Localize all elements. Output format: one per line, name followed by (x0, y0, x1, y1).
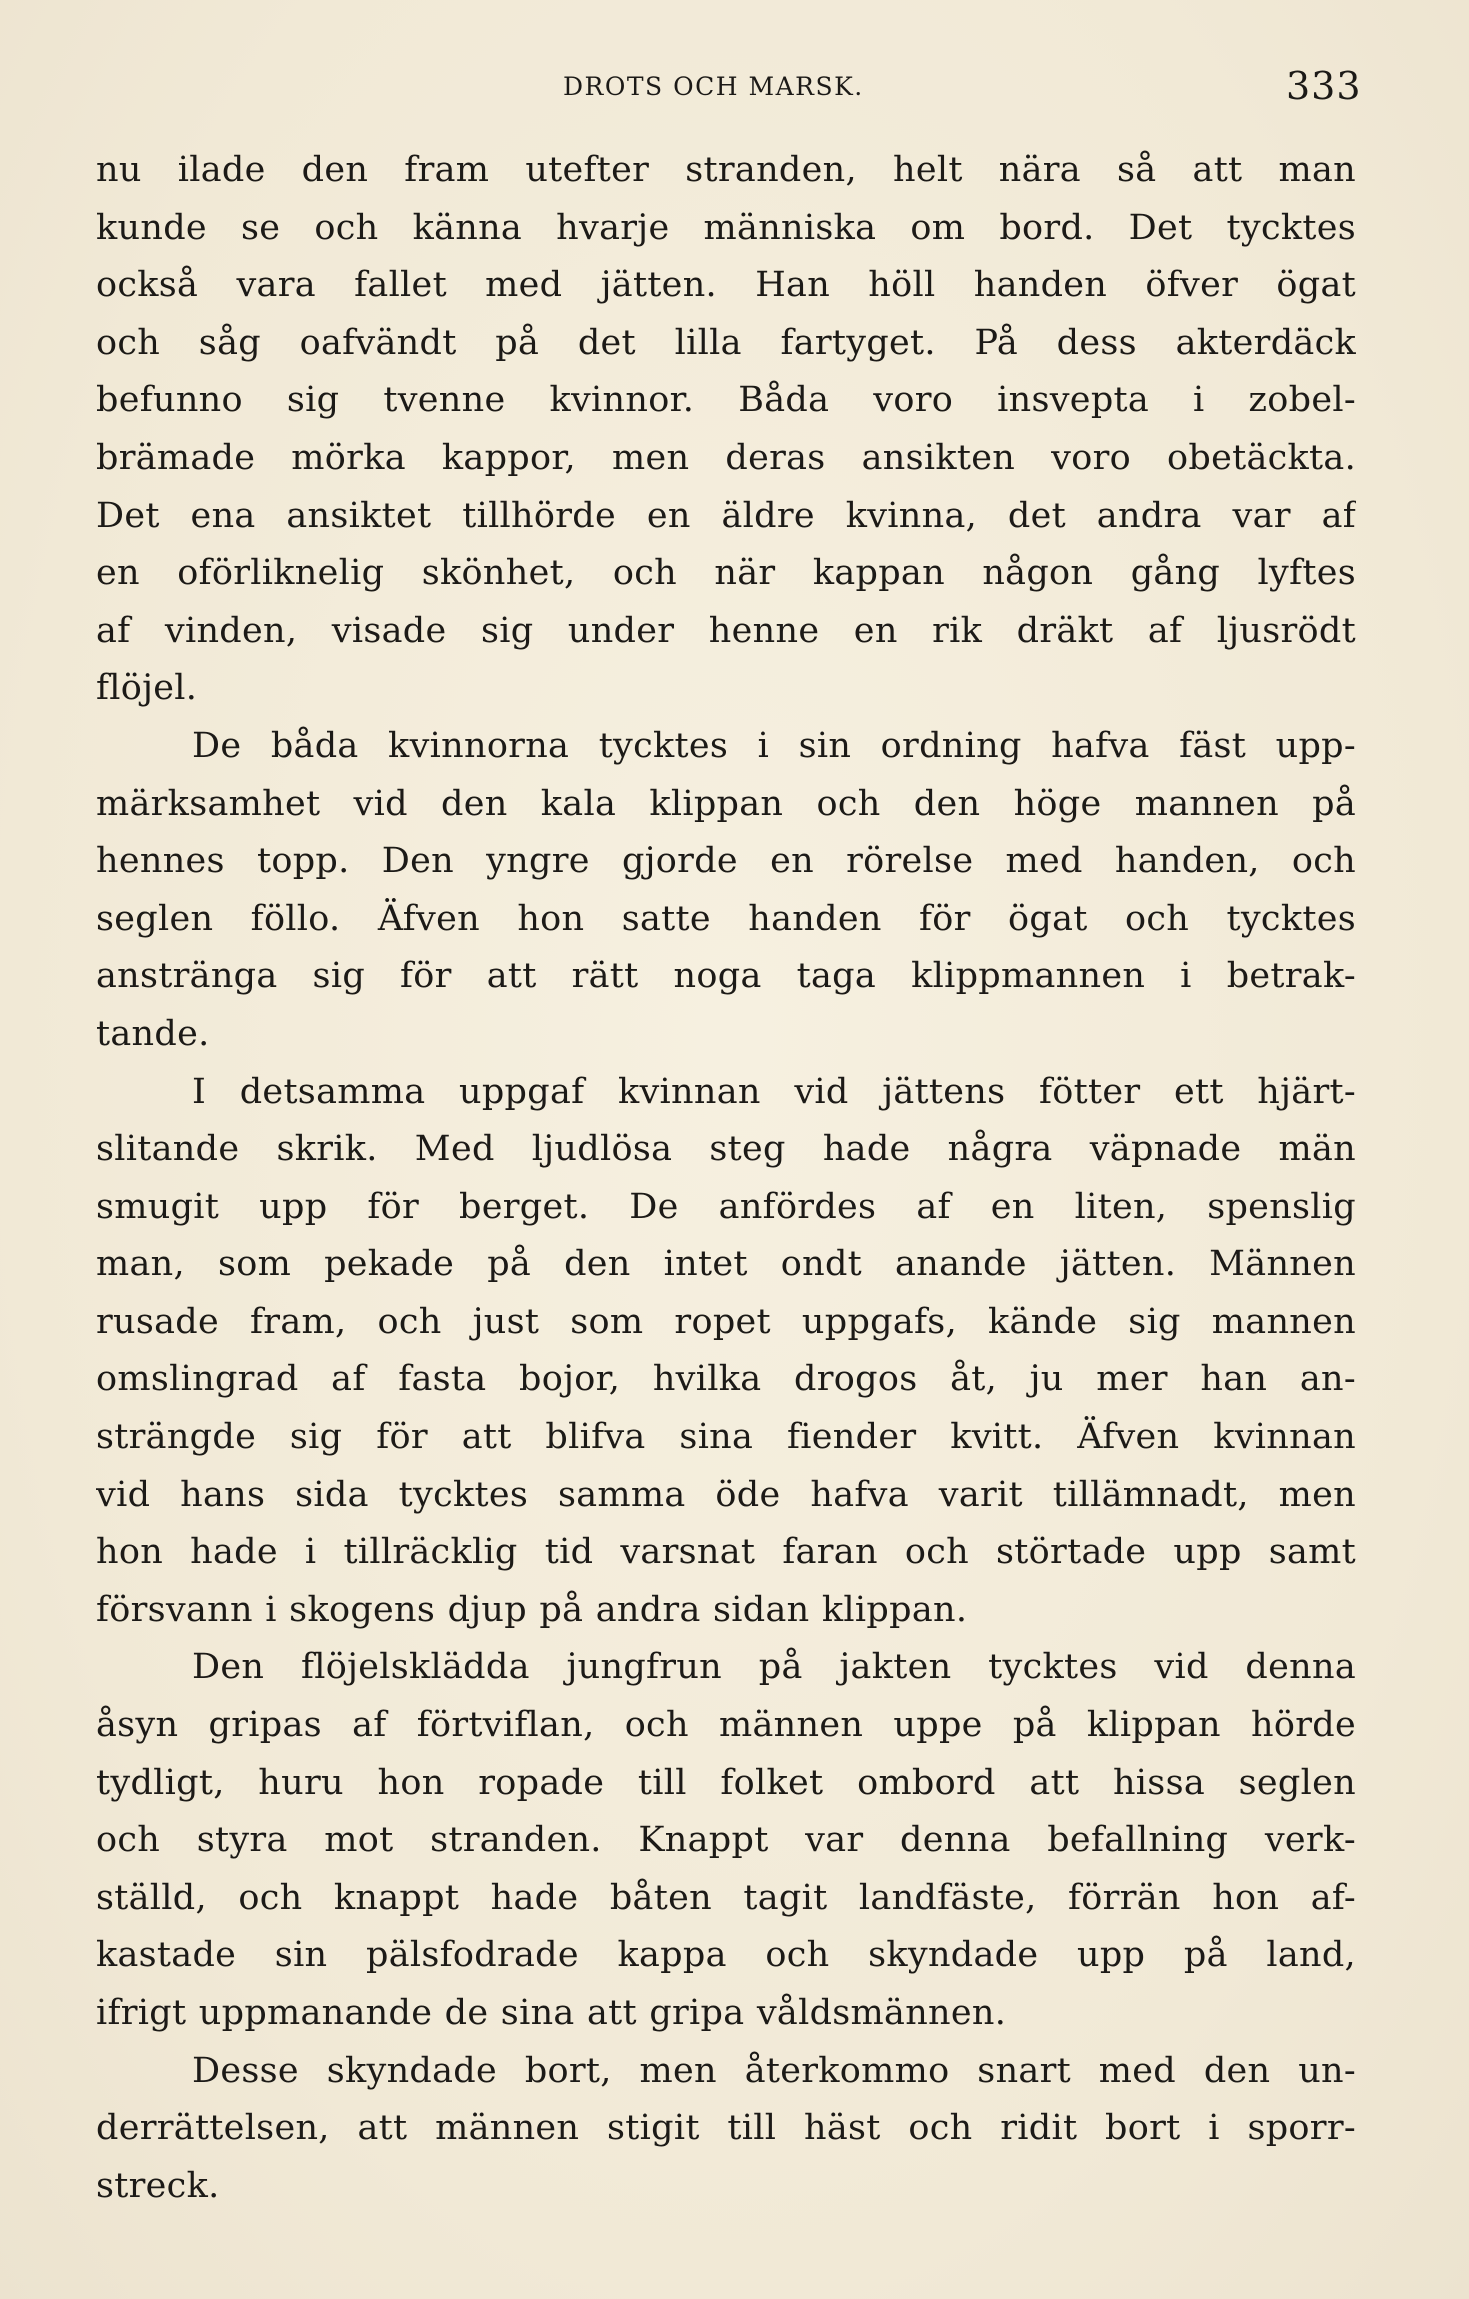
text-line: seglen föllo. Äfven hon satte handen för ögat och tycktes (96, 898, 1356, 939)
text-line: och såg oafvändt på det lilla fartyget. På dess akterdäck (96, 322, 1356, 363)
text-line: nu ilade den fram utefter stranden, helt nära så att man (96, 150, 1356, 190)
text-line: och styra mot stranden. Knappt var denna befallning verk- (96, 1820, 1356, 1861)
text-line: ifrigt uppmanande de sina att gripa våldsmännen. (96, 1993, 1007, 2033)
text-line: hon hade i tillräcklig tid varsnat faran och störtade upp samt (96, 1532, 1356, 1573)
paragraph-first-line: I detsamma uppgaf kvinnan vid jättens fötter ett hjärt- (192, 1071, 1356, 1112)
text-line: tydligt, huru hon ropade till folket ombord att hissa seglen (96, 1762, 1356, 1803)
paragraph-first-line: Den flöjelsklädda jungfrun på jakten tycktes vid denna (192, 1647, 1356, 1688)
text-line: åsyn gripas af förtviflan, och männen uppe på klippan hörde (96, 1705, 1356, 1746)
text-line: rusade fram, och just som ropet uppgafs, kände sig mannen (96, 1301, 1356, 1342)
text-line: hennes topp. Den yngre gjorde en rörelse med handen, och (96, 841, 1356, 882)
text-line: smugit upp för berget. De anfördes af en liten, spenslig (96, 1186, 1356, 1227)
text-line: brämade mörka kappor, men deras ansikten voro obetäckta. (96, 437, 1356, 478)
text-line: strängde sig för att blifva sina fiender kvitt. Äfven kvinnan (96, 1417, 1356, 1458)
text-line: kunde se och känna hvarje människa om bord. Det tycktes (96, 207, 1356, 248)
text-line: också vara fallet med jätten. Han höll handen öfver ögat (96, 265, 1356, 306)
text-line: vid hans sida tycktes samma öde hafva varit tillämnadt, men (96, 1474, 1356, 1515)
text-line: slitande skrik. Med ljudlösa steg hade några väpnade män (96, 1129, 1356, 1170)
text-line: derrättelsen, att männen stigit till häst och ridit bort i sporr- (96, 2108, 1356, 2149)
text-line: anstränga sig för att rätt noga taga klippmannen i betrak- (96, 956, 1356, 997)
text-line: af vinden, visade sig under henne en rik dräkt af ljusrödt (96, 610, 1356, 651)
text-line: omslingrad af fasta bojor, hvilka drogos åt, ju mer han an- (96, 1359, 1356, 1400)
text-line: tande. (96, 1013, 210, 1054)
running-title: DROTS OCH MARSK. (563, 72, 864, 101)
text-line: Det ena ansiktet tillhörde en äldre kvinna, det andra var af (96, 495, 1356, 536)
text-line: flöjel. (96, 668, 198, 709)
text-line: kastade sin pälsfodrade kappa och skyndade upp på land, (96, 1935, 1356, 1976)
text-line: ställd, och knappt hade båten tagit landfäste, förrän hon af- (96, 1877, 1356, 1918)
text-line: en oförliknelig skönhet, och när kappan någon gång lyftes (96, 553, 1356, 594)
text-line: streck. (96, 2165, 220, 2206)
body-text (96, 142, 1356, 2215)
text-line: märksamhet vid den kala klippan och den höge mannen på (96, 783, 1356, 824)
text-line: man, som pekade på den intet ondt anande jätten. Männen (96, 1244, 1356, 1285)
paragraph-first-line: De båda kvinnorna tycktes i sin ordning hafva fäst upp- (192, 725, 1356, 766)
paragraph-first-line: Desse skyndade bort, men återkommo snart med den un- (192, 2050, 1356, 2091)
page-number: 333 (1286, 64, 1362, 108)
text-line: försvann i skogens djup på andra sidan klippan. (96, 1589, 968, 1630)
running-head (0, 64, 1469, 114)
text-line: befunno sig tvenne kvinnor. Båda voro insvepta i zobel- (96, 380, 1356, 421)
